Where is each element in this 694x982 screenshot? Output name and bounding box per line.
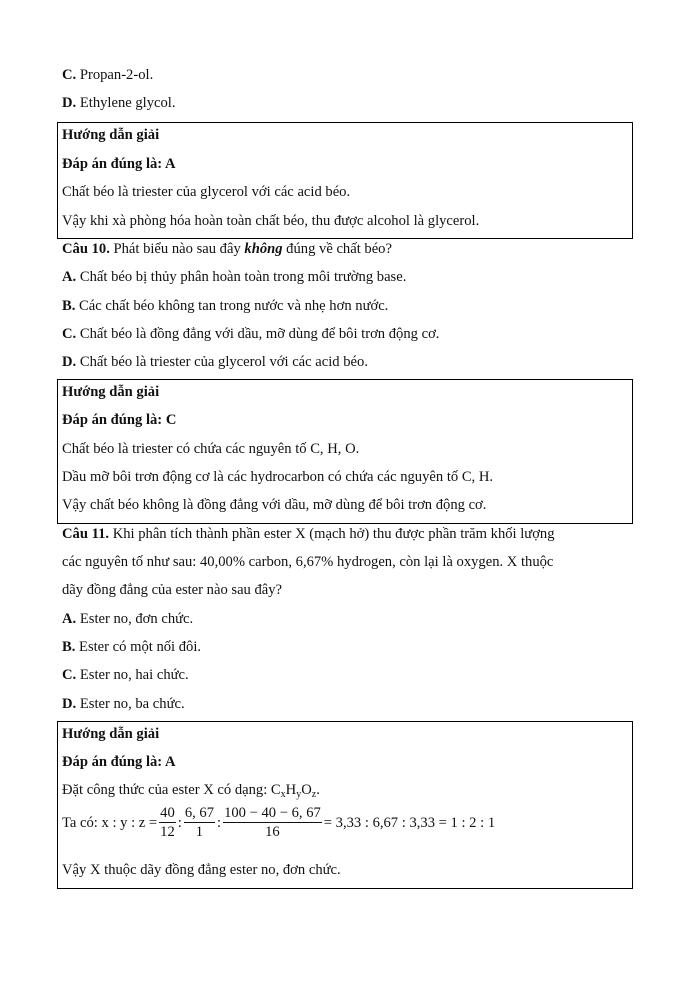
formula-subscript: z [311, 789, 317, 800]
fraction-denominator: 12 [160, 824, 175, 840]
q10-option-b [62, 297, 388, 315]
ratio-formula [62, 805, 495, 841]
stem-keyword: không [244, 241, 283, 257]
fraction-denominator: 1 [195, 824, 204, 840]
solution-heading-text: Hướng dẫn giải [62, 384, 160, 400]
fraction-carbon [159, 805, 176, 841]
option-text: Chất béo là triester của glycerol với các acid béo. [76, 354, 368, 370]
fraction-numerator: 100 − 40 − 6, 67 [224, 805, 321, 821]
formula-subscript: x [280, 789, 286, 800]
stem-text: Phát biểu nào sau đây [109, 241, 245, 257]
fraction-numerator: 40 [160, 805, 175, 821]
prev-option-d [62, 94, 176, 112]
solution-heading-text: Hướng dẫn giải [62, 127, 160, 143]
option-letter: B. [62, 639, 76, 655]
formula-subscript: y [296, 789, 302, 800]
q11-option-c [62, 666, 189, 684]
option-text: Ester no, đơn chức. [76, 611, 194, 627]
ratio-prefix: Ta có: x : y : z = [62, 815, 158, 831]
solution-line: Dầu mỡ bôi trơn động cơ là các hydrocarbon có chứa các nguyên tố C, H. [62, 469, 494, 485]
solution-answer-text: Đáp án đúng là: C [62, 412, 177, 428]
q10-option-c [62, 325, 439, 343]
formula-element: O [301, 782, 312, 798]
option-text: Chất béo là đồng đẳng với dầu, mỡ dùng để bôi trơn động cơ. [76, 326, 440, 342]
option-text: Propan-2-ol. [76, 67, 154, 83]
formula-element: H [285, 782, 297, 798]
ratio-separator: : [217, 815, 222, 831]
option-text: Ester no, hai chức. [76, 667, 189, 683]
stem-text: đúng về chất béo? [282, 241, 392, 257]
solution-line: Chất béo là triester của glycerol với các acid béo. [62, 184, 351, 200]
question-label: Câu 10. [62, 241, 110, 257]
option-text: Ester có một nối đôi. [75, 639, 202, 655]
question-10-stem [62, 240, 392, 258]
solution-heading [62, 725, 159, 743]
solution-heading-text: Hướng dẫn giải [62, 726, 160, 742]
q11-option-d [62, 695, 185, 713]
solution-heading [62, 126, 159, 144]
solution-answer-text: Đáp án đúng là: A [62, 754, 176, 770]
option-letter: D. [62, 95, 77, 111]
fraction-denominator: 16 [265, 824, 280, 840]
option-text: Ester no, ba chức. [76, 696, 185, 712]
q10-option-d [62, 353, 368, 371]
fraction-numerator: 6, 67 [184, 805, 214, 821]
solution-heading [62, 383, 159, 401]
solution-line: Vậy chất béo không là đồng đẳng với dầu, mỡ dùng để bôi trơn động cơ. [62, 497, 487, 513]
q10-option-a [62, 268, 406, 286]
option-letter: A. [62, 269, 77, 285]
q11-option-b [62, 638, 201, 656]
option-letter: C. [62, 326, 77, 342]
question-label: Câu 11. [62, 526, 110, 542]
solution-answer [62, 753, 176, 771]
question-11-stem-line: các nguyên tố như sau: 40,00% carbon, 6,67% hydrogen, còn lại là oxygen. X thuộc [62, 554, 554, 570]
solution-answer [62, 411, 176, 429]
option-text: Các chất béo không tan trong nước và nhẹ hơn nước. [75, 298, 389, 314]
option-text: Ethylene glycol. [76, 95, 176, 111]
q11-option-a [62, 610, 193, 628]
option-letter: D. [62, 696, 77, 712]
fraction-oxygen [223, 805, 322, 841]
option-text: Chất béo bị thủy phân hoàn toàn trong môi trường base. [76, 269, 407, 285]
question-11-stem [62, 525, 555, 543]
option-letter: A. [62, 611, 77, 627]
formula-element: C [270, 782, 281, 798]
option-letter: D. [62, 354, 77, 370]
ratio-separator: : [177, 815, 182, 831]
question-11-stem-line: dãy đồng đẳng của ester nào sau đây? [62, 582, 283, 598]
formula-intro: Đặt công thức của ester X có dạng: [62, 782, 271, 798]
fraction-hydrogen [184, 805, 215, 841]
option-letter: B. [62, 298, 76, 314]
prev-option-c [62, 66, 153, 84]
solution-answer [62, 155, 176, 173]
option-letter: C. [62, 67, 77, 83]
stem-text: Khi phân tích thành phần ester X (mạch hở) thu được phần trăm khối lượng [109, 526, 555, 542]
formula-definition [62, 781, 320, 799]
ratio-result: = 3,33 : 6,67 : 3,33 = 1 : 2 : 1 [323, 815, 496, 831]
solution-answer-text: Đáp án đúng là: A [62, 156, 176, 172]
solution-line: Chất béo là triester có chứa các nguyên tố C, H, O. [62, 441, 360, 457]
solution-line: Vậy khi xà phòng hóa hoàn toàn chất béo, thu được alcohol là glycerol. [62, 213, 480, 229]
option-letter: C. [62, 667, 77, 683]
solution-conclusion: Vậy X thuộc dãy đồng đẳng ester no, đơn chức. [62, 862, 341, 878]
formula-end: . [316, 782, 320, 798]
